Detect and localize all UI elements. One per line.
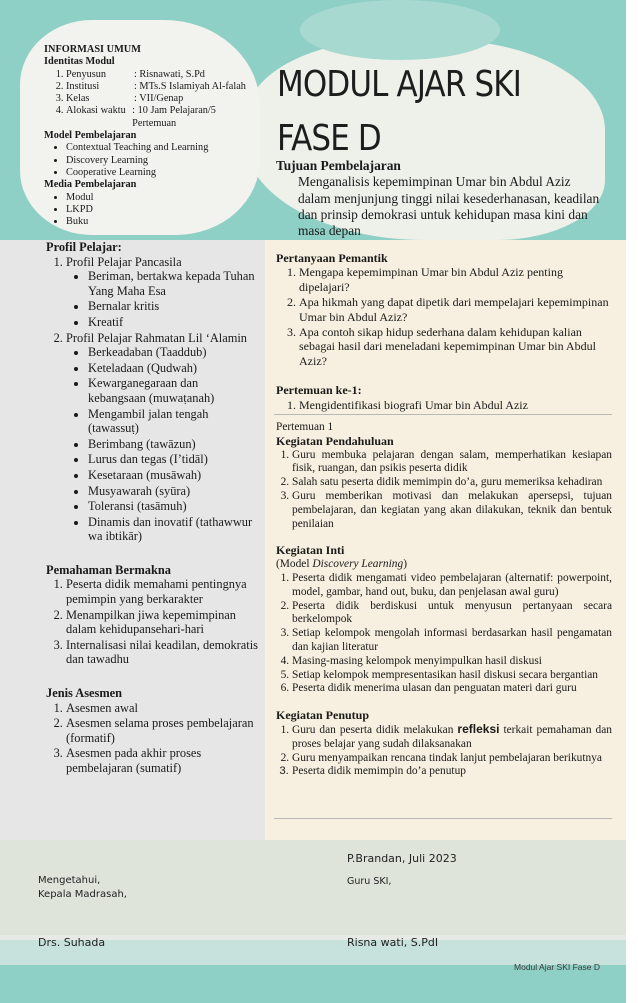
mengetahui-label: Mengetahui, [38, 875, 101, 886]
page-footer-label: Modul Ajar SKI Fase D [514, 962, 600, 972]
penutup-item-text: Peserta didik memimpin do’a penutup [292, 765, 466, 778]
kepala-madrasah-label: Kepala Madrasah, [38, 889, 127, 900]
penutup-item [292, 723, 612, 752]
pendahuluan-item: 1. Guru membuka pelajaran dengan salam, memperhatikan kesiapan fisik, ruangan, dan psikis peserta didik [292, 449, 612, 477]
identitas-item [66, 81, 259, 93]
pemahaman-item: 1. Peserta didik memahami pentingnya pemimpin yang berkarakter [66, 577, 258, 606]
rahmatan-item: • Toleransi (tasāmuh) [88, 499, 258, 514]
section-divider [274, 414, 612, 415]
asesmen-item: 1. Asesmen awal [66, 701, 258, 716]
right-column [276, 251, 612, 413]
identitas-item [66, 105, 259, 130]
title-line-1: MODUL AJAR SKI [277, 64, 522, 105]
model-item: • Contextual Teaching and Learning [66, 142, 259, 154]
inti-item: 2. Peserta didik berdiskusi untuk menyusun pertanyaan secara berkelompok [292, 600, 612, 628]
media-item: • Buku [66, 216, 259, 228]
inti-heading: Kegiatan Inti [276, 543, 345, 558]
pertemuan-ke1-list [276, 398, 612, 412]
tujuan-text: Menganalisis kepemimpinan Umar bin Abdul Aziz dalam menjunjung tinggi nilai kesederhanasan, keadilan dan prinsip demokrasi untuk kehidupan masa kini dan masa depan [298, 174, 600, 239]
profil-item [66, 331, 258, 544]
identitas-key: 1. Penyusun [66, 68, 107, 80]
pemantik-item: 1. Mengapa kepemimpinan Umar bin Abdul Aziz penting dipelajari? [299, 265, 612, 294]
rahmatan-item: • Mengambil jalan tengah (tawassuṭ) [88, 407, 258, 436]
pendahuluan-item: 3. Guru memberikan motivasi dan melakukan apersepsi, tujuan pembelajaran, dan kegiatan yang akan dilakukan, teknik dan bentuk penilaian [292, 490, 612, 531]
identitas-value: : VII/Genap [134, 93, 184, 105]
tujuan-heading: Tujuan Pembelajaran [276, 158, 401, 173]
penutup-heading: Kegiatan Penutup [276, 708, 370, 723]
pancasila-item: • Bernalar kritis [88, 299, 258, 314]
pendahuluan-heading: Kegiatan Pendahuluan [276, 433, 394, 448]
rahmatan-item: • Dinamis dan inovatif (tathawwur wa ibtikār) [88, 515, 258, 544]
model-pembelajaran-heading: Model Pembelajaran [44, 130, 137, 142]
inti-item: 4. Masing-masing kelompok menyimpulkan hasil diskusi [292, 655, 612, 669]
inti-model-prefix: (Model [276, 558, 313, 571]
penutup-list [276, 723, 612, 779]
identitas-item [66, 93, 259, 105]
identitas-item [66, 69, 259, 81]
kepala-name: Drs. Suhada [38, 936, 106, 949]
pendahuluan-item: 2. Salah satu peserta didik memimpin do’a, guru memeriksa kehadiran [292, 476, 612, 490]
pancasila-list [66, 269, 258, 329]
informasi-umum [44, 44, 259, 228]
asesmen-item: 3. Asesmen pada akhir proses pembelajaran (sumatif) [66, 746, 258, 775]
identitas-key: 4. Alokasi waktu [66, 105, 126, 117]
inti-item: 5. Setiap kelompok mempresentasikan hasil diskusi secara bergantian [292, 669, 612, 683]
identitas-key: 2. Institusi [66, 80, 100, 92]
rahmatan-item: • Musyawarah (syūra) [88, 484, 258, 499]
rahmatan-list [66, 345, 258, 544]
right-margin [626, 0, 638, 1003]
model-item: • Discovery Learning [66, 155, 259, 167]
penutup-item: 2. Guru menyampaikan rencana tindak lanjut pembelajaran berikutnya [292, 752, 612, 766]
pemantik-heading: Pertanyaan Pemantik [276, 251, 388, 265]
pemantik-item: 2. Apa hikmah yang dapat dipetik dari mempelajari kepemimpinan Umar bin Abdul Aziz? [299, 295, 612, 324]
pemahaman-item: 2. Menampilkan jiwa kepemimpinan dalam kehidupansehari-hari [66, 608, 258, 637]
inti-item: 3. Setiap kelompok mengolah informasi berdasarkan hasil pengamatan dan kajian literatur [292, 627, 612, 655]
inti-item: 6. Peserta didik menerima ulasan dan penguatan materi dari guru [292, 682, 612, 696]
rahmatan-item: • Kewarganegaraan dan kebangsaan (muwaṭanah) [88, 376, 258, 405]
tujuan-pembelajaran [276, 158, 606, 239]
kegiatan-pembelajaran [276, 421, 612, 779]
asesmen-heading: Jenis Asesmen [46, 686, 123, 701]
media-pembelajaran-heading: Media Pembelajaran [44, 179, 137, 191]
model-list [44, 142, 259, 179]
informasi-umum-heading: INFORMASI UMUM [44, 44, 141, 55]
place-date: P.Brandan, Juli 2023 [347, 852, 457, 865]
refleksi-emphasis: refleksi [457, 721, 500, 736]
profil-list [46, 255, 258, 544]
rahmatan-item: • Lurus dan tegas (I’tidāl) [88, 452, 258, 467]
pemantik-item: 3. Apa contoh sikap hidup sederhana dalam kehidupan kalian sebagai hasil dari meneladani kepemimpinan Umar bin Abdul Aziz? [299, 325, 612, 368]
inti-model [276, 558, 612, 572]
pertemuan-label: Pertemuan 1 [276, 421, 334, 433]
inti-item: 1. Peserta didik mengamati video pembelajaran (alternatif: powerpoint, model, gambar, hand out, buku, dan penjelasan awal guru) [292, 572, 612, 600]
title-line-2: FASE D [277, 118, 381, 159]
profil-pancasila-label: Profil Pelajar Pancasila [66, 254, 182, 269]
rahmatan-item: • Berimbang (tawāzun) [88, 437, 258, 452]
inti-list [276, 572, 612, 696]
profil-item [66, 255, 258, 330]
identitas-modul-heading: Identitas Modul [44, 56, 115, 68]
guru-name: Risna wati, S.PdI [347, 936, 439, 949]
model-item: • Cooperative Learning [66, 167, 259, 179]
identitas-value: : MTs.S Islamiyah Al-falah [134, 80, 246, 92]
pemahaman-heading: Pemahaman Bermakna [46, 562, 171, 577]
media-item: • Modul [66, 192, 259, 204]
penutup-item-text: terkait pemahaman dan proses belajar yang sudah dilaksanakan [292, 723, 612, 750]
media-item: • LKPD [66, 204, 259, 216]
inti-model-name: Discovery Learning [312, 558, 404, 571]
identitas-list [44, 69, 259, 130]
pemahaman-item: 3. Internalisasi nilai keadilan, demokratis dan tawadhu [66, 638, 258, 667]
identitas-value: : Risnawati, S.Pd [134, 68, 205, 80]
document-title [277, 58, 521, 166]
pendahuluan-list [276, 449, 612, 532]
pancasila-item: • Kreatif [88, 315, 258, 330]
pertemuan-ke1-item: 1. Mengidentifikasi biografi Umar bin Abdul Aziz [299, 398, 612, 412]
profil-rahmatan-label: Profil Pelajar Rahmatan Lil ‘Alamin [66, 330, 247, 345]
rahmatan-item: • Berkeadaban (Taaddub) [88, 345, 258, 360]
identitas-value: : 10 Jam Pelajaran/5 Pertemuan [132, 105, 216, 129]
pemahaman-list [46, 577, 258, 667]
pancasila-item: • Beriman, bertakwa kepada Tuhan Yang Maha Esa [88, 269, 258, 298]
section-divider [274, 818, 612, 819]
penutup-item-text: Guru dan peserta didik melakukan [292, 723, 458, 736]
pertemuan-ke1-heading: Pertemuan ke-1: [276, 383, 362, 398]
rahmatan-item: • Keteladaan (Qudwah) [88, 361, 258, 376]
penutup-item [292, 765, 612, 779]
asesmen-list [46, 701, 258, 776]
identitas-key: 3. Kelas [66, 93, 90, 105]
left-column [46, 240, 258, 777]
media-list [44, 192, 259, 229]
guru-ski-label: Guru SKI, [347, 876, 392, 887]
rahmatan-item: • Kesetaraan (musāwah) [88, 468, 258, 483]
asesmen-item: 2. Asesmen selama proses pembelajaran (formatif) [66, 716, 258, 745]
inti-model-suffix: ) [403, 558, 407, 571]
profil-heading: Profil Pelajar: [46, 240, 122, 254]
pemantik-list [276, 265, 612, 368]
